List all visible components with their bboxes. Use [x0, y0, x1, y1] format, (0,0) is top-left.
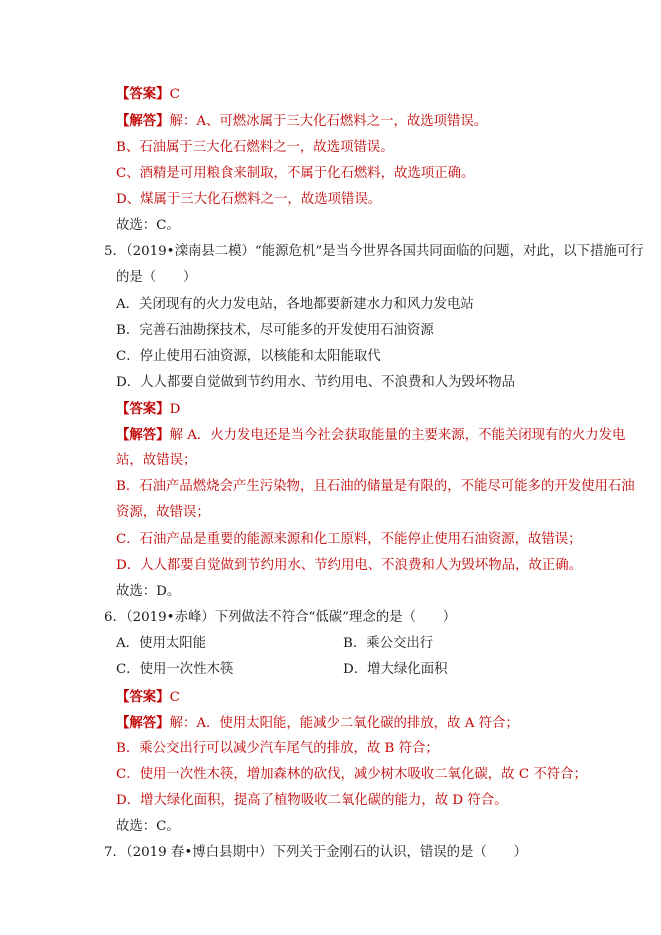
q5-analysis-line-3: B．石油产品燃烧会产生污染物，且石油的储量是有限的，不能尽可能多的开发使用石油 — [116, 479, 635, 494]
answer-value: C — [169, 87, 180, 102]
q6-analysis-line-3: C．使用一次性木筷，增加森林的砍伐，减少树木吸收二氧化碳，故 C 不符合； — [116, 767, 587, 782]
q4-analysis-line-2: B、石油属于三大化石燃料之一，故选项错误。 — [116, 140, 394, 155]
answer-label: 【答案】 — [116, 86, 170, 102]
q6-option-c: C．使用一次性木筷 — [116, 662, 234, 677]
q5-conclusion: 故选：D。 — [116, 584, 181, 599]
analysis-text: 解 A．火力发电还是当今社会获取能量的主要来源，不能关闭现有的火力发电 — [169, 428, 626, 443]
q6-analysis-line-2: B．乘公交出行可以减少汽车尾气的排放，故 B 符合； — [116, 741, 439, 756]
q5-analysis-line-4: 资源，故错误； — [116, 505, 210, 520]
q4-analysis-line-3: C、酒精是可用粮食来制取，不属于化石燃料，故选项正确。 — [116, 166, 475, 181]
q6-option-a: A．使用太阳能 — [116, 636, 207, 651]
answer-label: 【答案】 — [116, 689, 170, 705]
analysis-label: 【解答】 — [116, 715, 170, 731]
q5-answer-line — [116, 400, 180, 419]
q5-option-d: D．人人都要自觉做到节约用水、节约用电、不浪费和人为毁坏物品 — [116, 375, 516, 390]
q7-stem: 7．（2019 春•博白县期中）下列关于金刚石的认识，错误的是（ ） — [104, 845, 527, 860]
q6-analysis-line-1 — [116, 714, 519, 733]
q5-option-a: A．关闭现有的火力发电站，各地都要新建水力和风力发电站 — [116, 297, 474, 312]
q5-analysis-line-6: D．人人都要自觉做到节约用水、节约用电、不浪费和人为毁坏物品，故正确。 — [116, 558, 583, 573]
answer-value: D — [169, 402, 181, 417]
q4-answer-line — [116, 85, 180, 104]
q6-conclusion: 故选：C。 — [116, 819, 180, 834]
answer-label: 【答案】 — [116, 401, 170, 417]
analysis-label: 【解答】 — [116, 427, 170, 443]
analysis-text: 解：A、可燃冰属于三大化石燃料之一，故选项错误。 — [169, 114, 488, 129]
q5-analysis-line-2: 站，故错误； — [116, 453, 197, 468]
analysis-text: 解：A．使用太阳能，能减少二氧化碳的排放，故 A 符合； — [169, 716, 519, 731]
q4-conclusion: 故选：C。 — [116, 218, 180, 233]
q4-analysis-line-1 — [116, 112, 487, 131]
q6-answer-line — [116, 688, 180, 707]
q6-option-d: D．增大绿化面积 — [343, 662, 448, 677]
analysis-label: 【解答】 — [116, 113, 170, 129]
q5-analysis-line-5: C．石油产品是重要的能源来源和化工原料，不能停止使用石油资源，故错误； — [116, 532, 582, 547]
q5-option-b: B．完善石油勘探技术，尽可能多的开发使用石油资源 — [116, 323, 434, 338]
answer-value: C — [169, 690, 180, 705]
q5-stem-line-2: 的是（ ） — [116, 270, 197, 285]
q5-analysis-line-1 — [116, 426, 625, 445]
q6-stem: 6．（2019•赤峰）下列做法不符合“低碳”理念的是（ ） — [104, 610, 457, 625]
q5-option-c: C．停止使用石油资源，以核能和太阳能取代 — [116, 349, 381, 364]
q6-analysis-line-4: D．增大绿化面积，提高了植物吸收二氧化碳的能力，故 D 符合。 — [116, 793, 508, 808]
q4-analysis-line-4: D、煤属于三大化石燃料之一，故选项错误。 — [116, 192, 382, 207]
q6-option-b: B．乘公交出行 — [343, 636, 434, 651]
q5-stem-line-1: 5．（2019•滦南县二模）“能源危机”是当今世界各国共同面临的问题，对此，以下措施可行 — [104, 244, 644, 259]
